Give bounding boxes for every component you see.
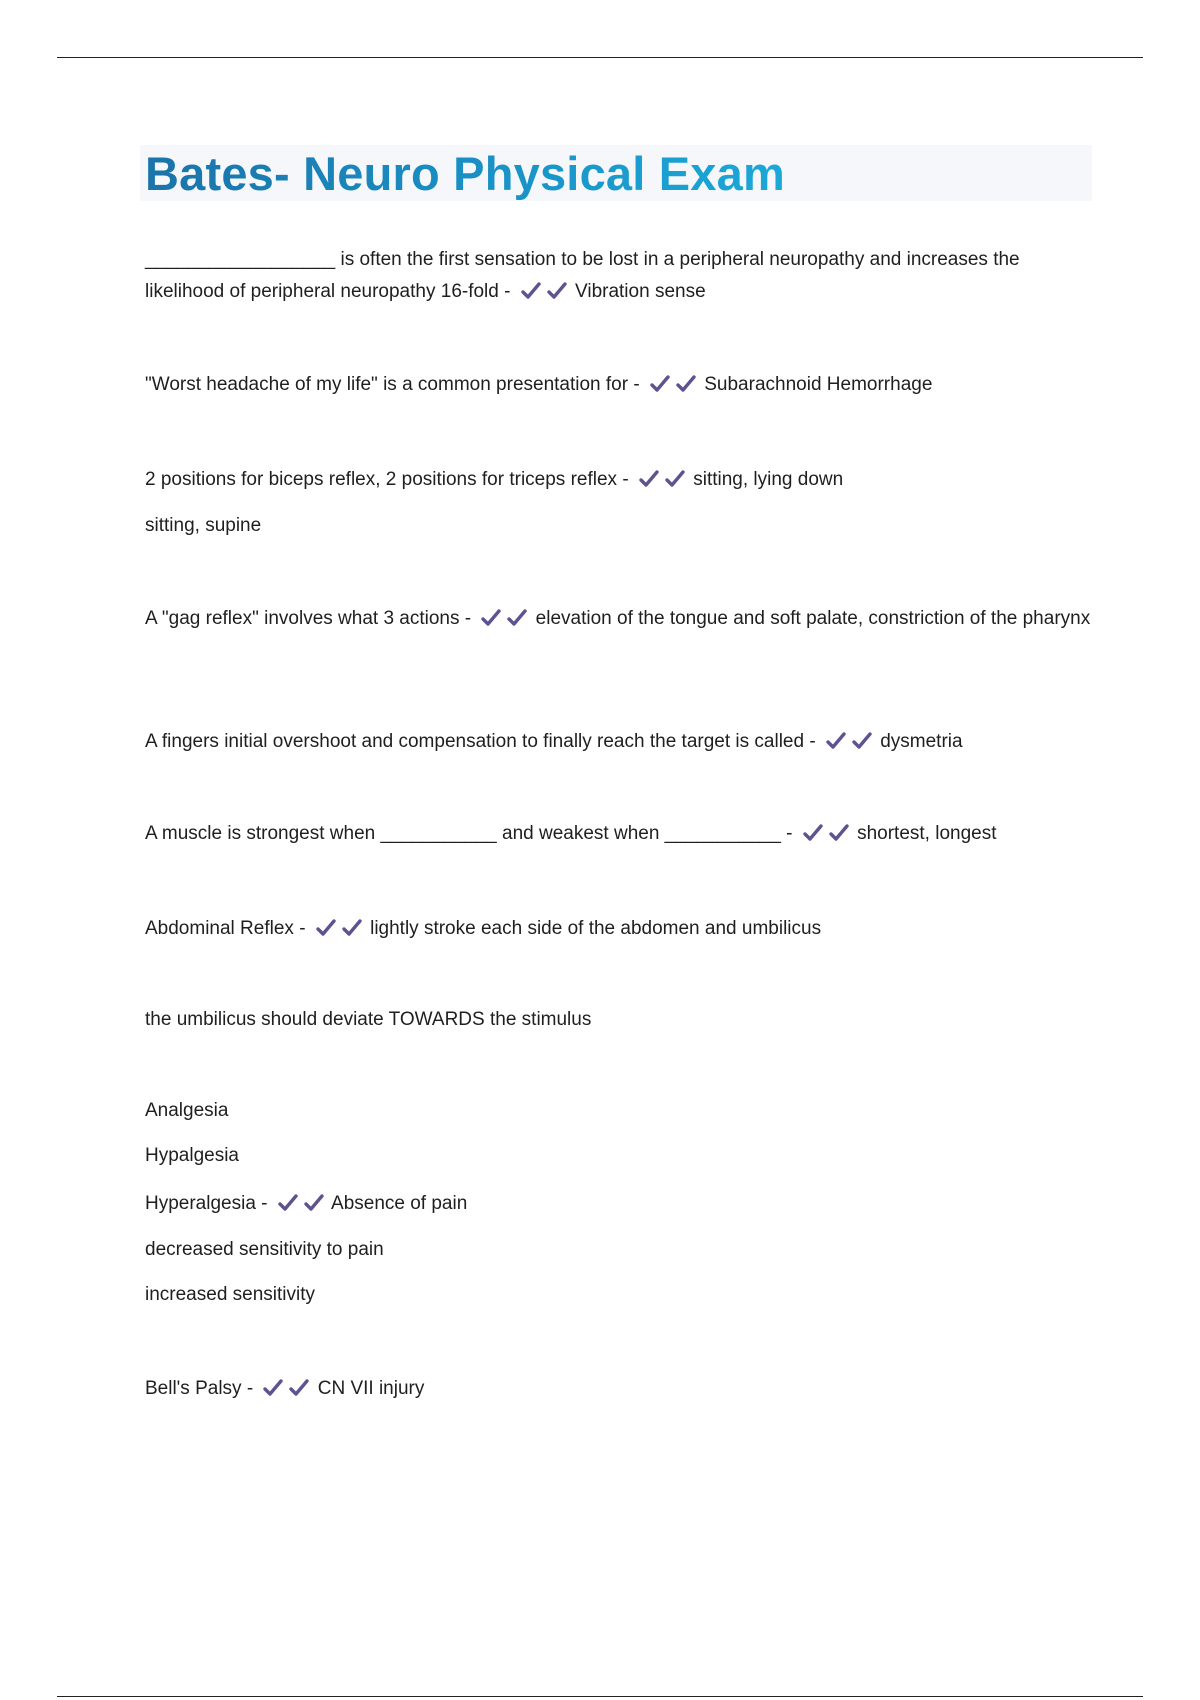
card-1-question <box>145 244 1095 308</box>
double-check-icon <box>517 281 569 301</box>
answer-text: lightly stroke each side of the abdomen and umbilicus <box>370 918 822 939</box>
question-text: Bell's Palsy - <box>145 1378 254 1399</box>
question-text: 2 positions for biceps reflex, 2 positions for triceps reflex - <box>145 469 629 490</box>
question-text: Hyperalgesia - <box>145 1193 268 1214</box>
double-check-icon <box>312 918 364 938</box>
question-text: A fingers initial overshoot and compensation to finally reach the target is called - <box>145 731 816 752</box>
answer-text: Subarachnoid Hemorrhage <box>704 374 933 395</box>
double-check-icon <box>274 1193 326 1213</box>
card-8-question-line-2: Hypalgesia <box>145 1145 239 1166</box>
card-9 <box>145 1373 1095 1405</box>
answer-text: shortest, longest <box>857 823 997 844</box>
question-text: "Worst headache of my life" is a common presentation for - <box>145 374 640 395</box>
answer-text: CN VII injury <box>317 1378 425 1399</box>
answer-text: Vibration sense <box>575 281 706 302</box>
answer-text: elevation of the tongue and soft palate, constriction of the pharynx <box>535 608 1091 629</box>
double-check-icon <box>799 823 851 843</box>
card-8 <box>145 1188 1095 1220</box>
card-3 <box>145 464 1095 496</box>
answer-text: sitting, lying down <box>693 469 844 490</box>
double-check-icon <box>822 731 874 751</box>
answer-text: dysmetria <box>880 731 963 752</box>
footer-rule <box>57 1696 1143 1697</box>
card-7-answer-extra: the umbilicus should deviate TOWARDS the stimulus <box>145 1009 592 1030</box>
question-text: Abdominal Reflex - <box>145 918 306 939</box>
double-check-icon <box>635 469 687 489</box>
answer-text: Absence of pain <box>331 1193 468 1214</box>
card-4 <box>145 603 1095 635</box>
question-text: A "gag reflex" involves what 3 actions - <box>145 608 472 629</box>
question-text: A muscle is strongest when ___________ and weakest when ___________ - <box>145 823 793 844</box>
card-6 <box>145 818 1095 850</box>
card-8-question-line-1: Analgesia <box>145 1100 229 1121</box>
card-8-answer-extra-2: increased sensitivity <box>145 1284 316 1305</box>
card-3-answer-extra: sitting, supine <box>145 515 262 536</box>
card-8-answer-extra-1: decreased sensitivity to pain <box>145 1239 384 1260</box>
double-check-icon <box>477 608 529 628</box>
question-text: __________________ is often the first sensation to be lost in a peripheral neuropathy and increases the likelihood of peripheral neuropathy 16-fold - <box>145 249 1020 302</box>
card-5 <box>145 726 1095 758</box>
card-7 <box>145 913 1095 945</box>
header-rule <box>57 57 1143 58</box>
card-2 <box>145 369 1095 401</box>
double-check-icon <box>259 1378 311 1398</box>
double-check-icon <box>646 374 698 394</box>
page-title: Bates- Neuro Physical Exam <box>145 144 785 204</box>
